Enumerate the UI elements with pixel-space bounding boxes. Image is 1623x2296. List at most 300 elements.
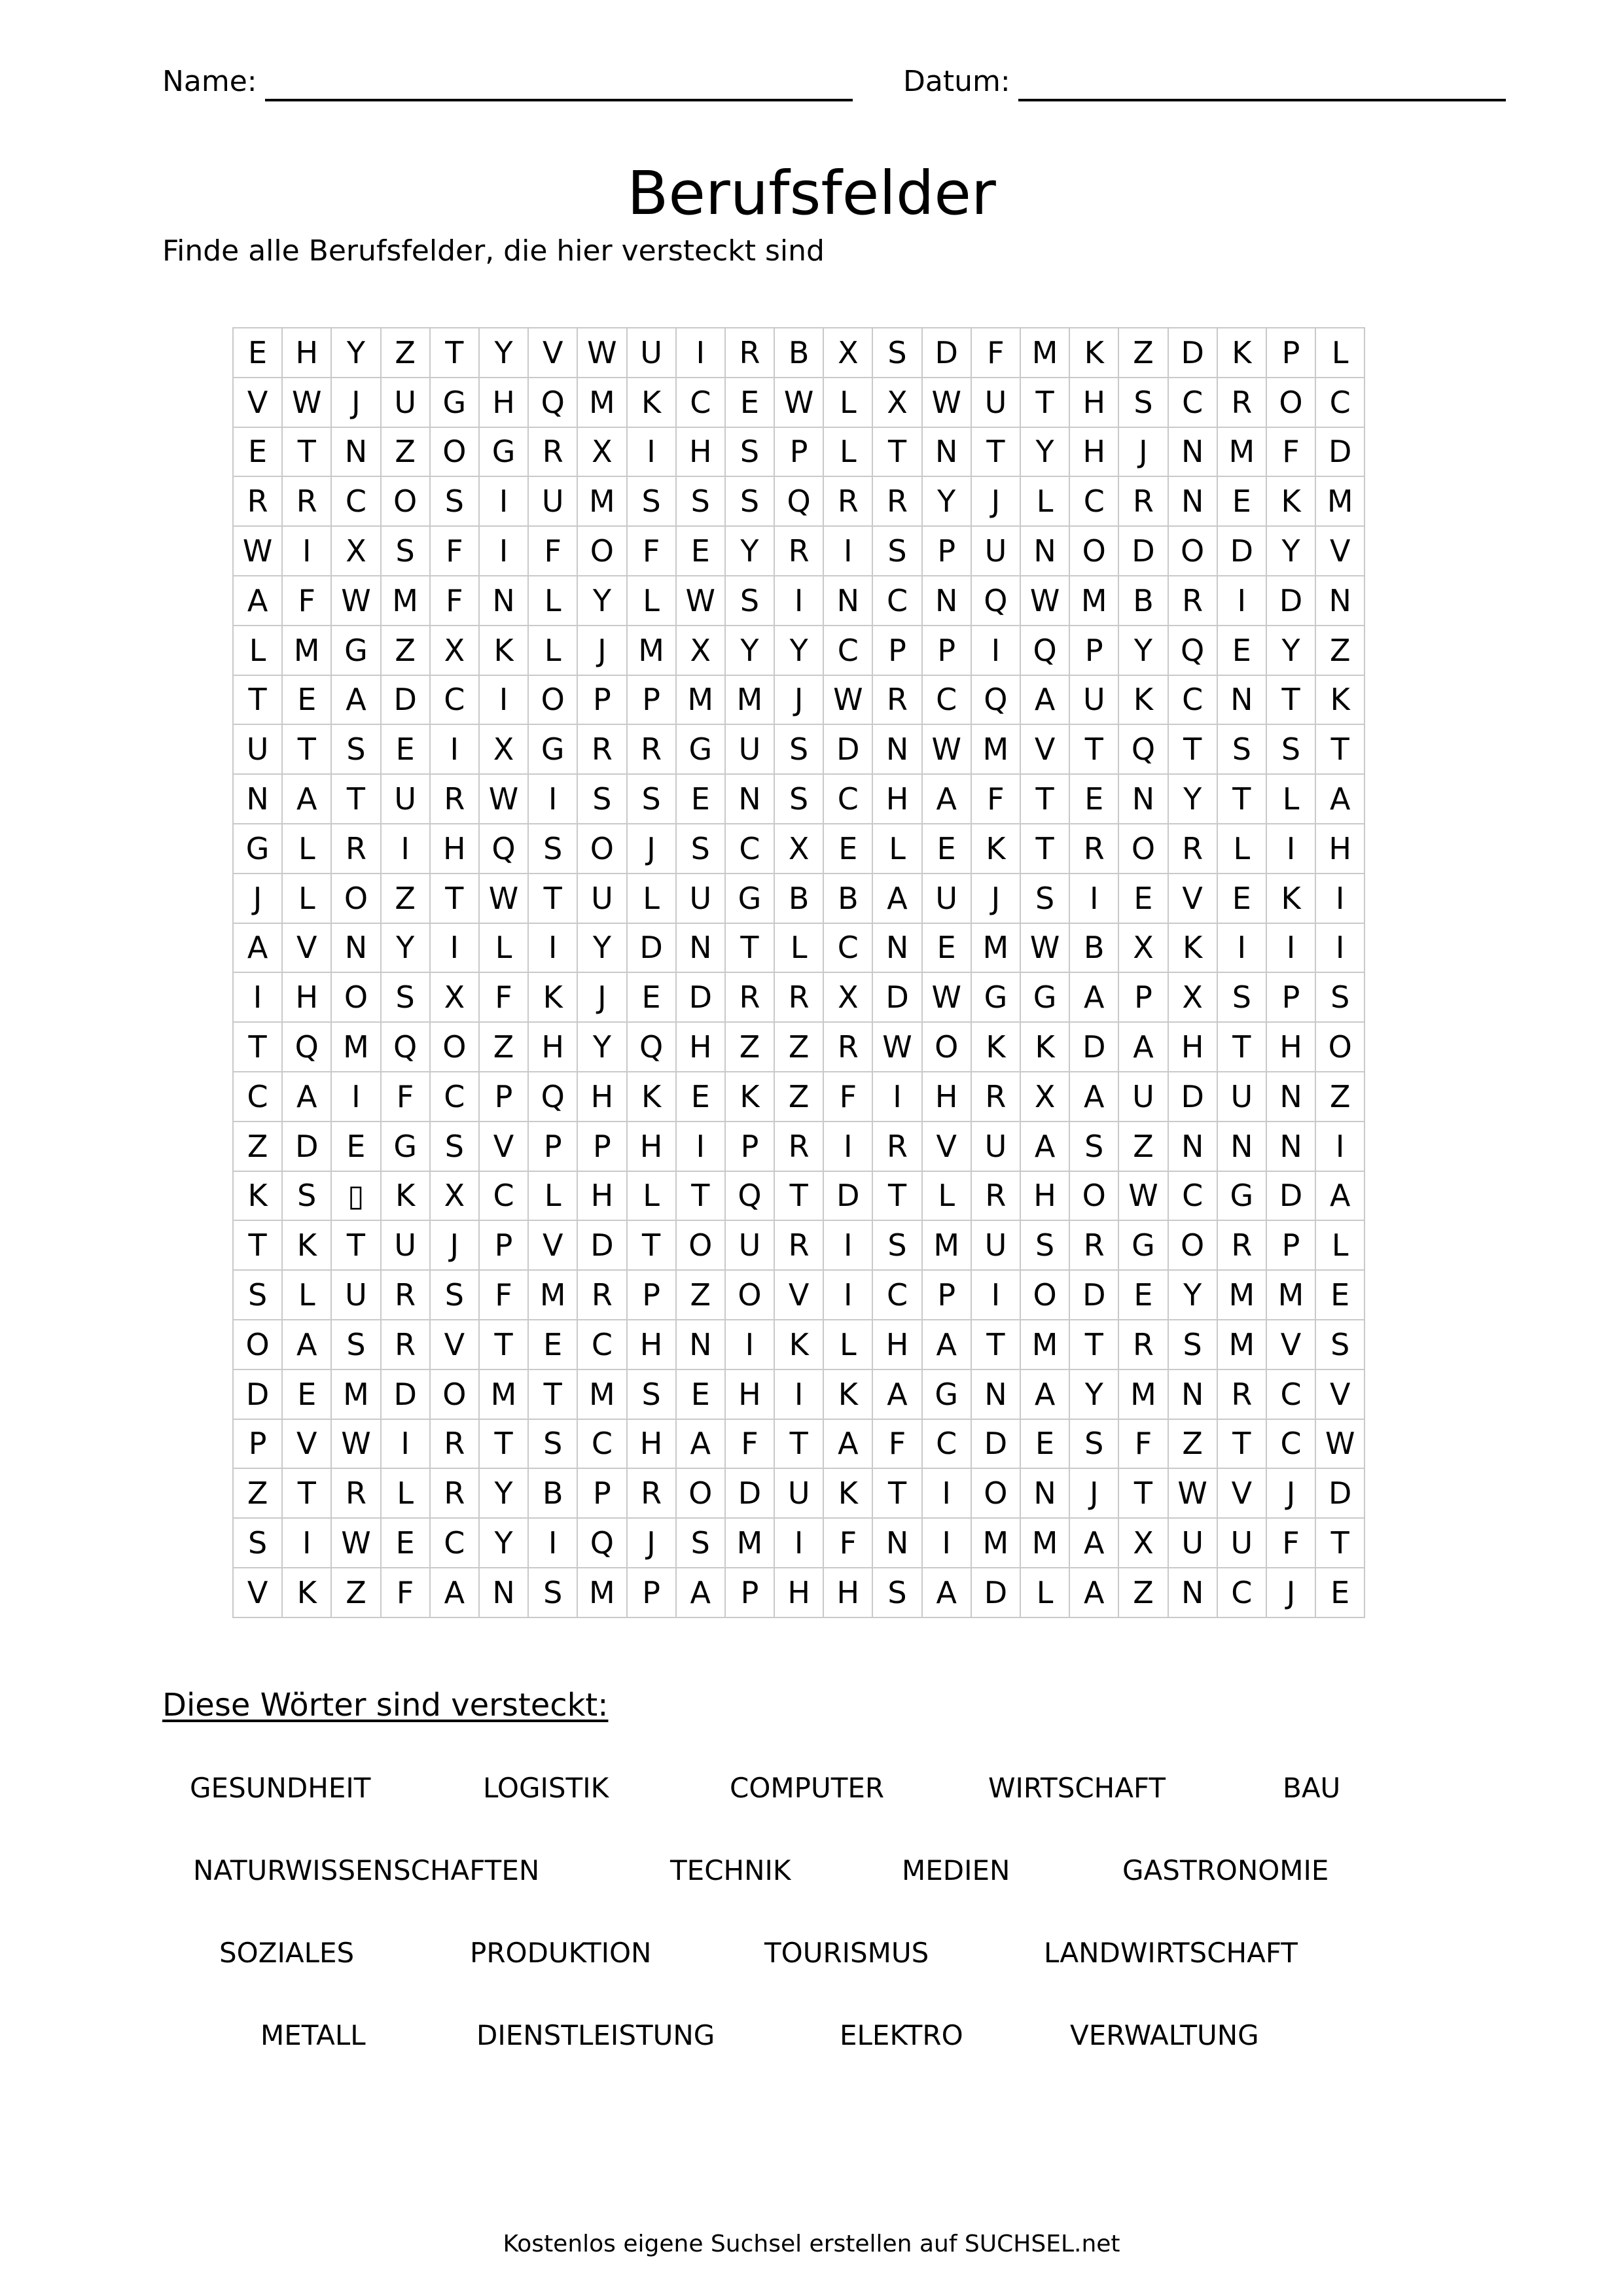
grid-cell[interactable]: O xyxy=(430,1022,479,1072)
grid-cell[interactable]: D xyxy=(577,1220,626,1270)
grid-cell[interactable]: X xyxy=(676,626,725,675)
grid-cell[interactable]: N xyxy=(1020,1468,1069,1518)
grid-cell[interactable]: R xyxy=(725,328,774,378)
grid-cell[interactable]: A xyxy=(922,1568,971,1617)
grid-cell[interactable]: O xyxy=(1168,1220,1217,1270)
grid-cell[interactable]: C xyxy=(1168,1171,1217,1221)
grid-cell[interactable]: U xyxy=(381,1220,430,1270)
name-line[interactable] xyxy=(265,70,853,101)
grid-cell[interactable]: W xyxy=(922,378,971,427)
grid-cell[interactable]: Z xyxy=(774,1022,823,1072)
grid-cell[interactable]: U xyxy=(971,1122,1020,1171)
grid-cell[interactable]: W xyxy=(823,675,872,725)
grid-cell[interactable]: V xyxy=(1020,724,1069,774)
grid-cell[interactable]: A xyxy=(282,1320,331,1369)
grid-cell[interactable]: R xyxy=(1168,576,1217,626)
grid-cell[interactable]: P xyxy=(627,1270,676,1320)
grid-cell[interactable]: M xyxy=(1020,1518,1069,1568)
grid-cell[interactable]: Z xyxy=(381,626,430,675)
grid-cell[interactable]: M xyxy=(676,675,725,725)
grid-cell[interactable]: A xyxy=(233,923,282,973)
grid-cell[interactable]: L xyxy=(627,874,676,923)
grid-cell[interactable]: R xyxy=(1118,1320,1168,1369)
grid-cell[interactable]: I xyxy=(774,1369,823,1419)
grid-cell[interactable]: T xyxy=(528,874,577,923)
grid-cell[interactable]: Q xyxy=(627,1022,676,1072)
grid-cell[interactable]: N xyxy=(479,576,528,626)
grid-cell[interactable]: N xyxy=(1168,1369,1217,1419)
grid-cell[interactable]: B xyxy=(774,874,823,923)
grid-cell[interactable]: F xyxy=(528,526,577,576)
grid-cell[interactable]: T xyxy=(1069,724,1118,774)
grid-cell[interactable]: N xyxy=(1020,526,1069,576)
grid-cell[interactable]: N xyxy=(676,923,725,973)
grid-cell[interactable]: T xyxy=(233,675,282,725)
grid-cell[interactable]: T xyxy=(1020,774,1069,824)
grid-cell[interactable]: T xyxy=(479,1320,528,1369)
grid-cell[interactable]: O xyxy=(381,476,430,526)
grid-cell[interactable]: O xyxy=(1069,1171,1118,1221)
grid-cell[interactable]: Q xyxy=(282,1022,331,1072)
grid-cell[interactable]: T xyxy=(430,874,479,923)
grid-cell[interactable]: N xyxy=(1315,576,1364,626)
grid-cell[interactable]: R xyxy=(1069,824,1118,874)
grid-cell[interactable]: W xyxy=(872,1022,921,1072)
grid-cell[interactable]: O xyxy=(1315,1022,1364,1072)
grid-cell[interactable]: L xyxy=(479,923,528,973)
grid-cell[interactable]: R xyxy=(331,824,380,874)
grid-cell[interactable]: Q xyxy=(725,1171,774,1221)
grid-cell[interactable]: R xyxy=(577,1270,626,1320)
grid-cell[interactable]: K xyxy=(627,378,676,427)
grid-cell[interactable]: V xyxy=(1315,1369,1364,1419)
grid-cell[interactable]: T xyxy=(627,1220,676,1270)
grid-cell[interactable]: M xyxy=(725,1518,774,1568)
grid-cell[interactable]: S xyxy=(528,1419,577,1469)
grid-cell[interactable]: F xyxy=(872,1419,921,1469)
grid-cell[interactable]: W xyxy=(1020,576,1069,626)
grid-cell[interactable]: T xyxy=(725,923,774,973)
grid-cell[interactable]: R xyxy=(282,476,331,526)
grid-cell[interactable]: U xyxy=(971,526,1020,576)
grid-cell[interactable]: N xyxy=(1118,774,1168,824)
grid-cell[interactable]: G xyxy=(528,724,577,774)
grid-cell[interactable]: U xyxy=(1118,1072,1168,1122)
grid-cell[interactable]: S xyxy=(676,476,725,526)
grid-cell[interactable]: P xyxy=(577,675,626,725)
grid-cell[interactable]: T xyxy=(331,774,380,824)
grid-cell[interactable]: B xyxy=(774,328,823,378)
grid-cell[interactable]: E xyxy=(381,1518,430,1568)
grid-cell[interactable]: T xyxy=(282,724,331,774)
grid-cell[interactable]: G xyxy=(479,427,528,477)
grid-cell[interactable]: H xyxy=(627,1419,676,1469)
grid-cell[interactable]: K xyxy=(774,1320,823,1369)
grid-cell[interactable]: I xyxy=(282,526,331,576)
grid-cell[interactable]: M xyxy=(1069,576,1118,626)
grid-cell[interactable]: A xyxy=(282,774,331,824)
grid-cell[interactable]: H xyxy=(577,1171,626,1221)
grid-cell[interactable]: S xyxy=(331,1320,380,1369)
grid-cell[interactable]: S xyxy=(1020,1220,1069,1270)
grid-cell[interactable]: R xyxy=(430,1468,479,1518)
grid-cell[interactable]: I xyxy=(1069,874,1118,923)
grid-cell[interactable]: A xyxy=(1020,1369,1069,1419)
date-line[interactable] xyxy=(1018,70,1506,101)
grid-cell[interactable]: D xyxy=(233,1369,282,1419)
grid-cell[interactable]: A xyxy=(1020,675,1069,725)
grid-cell[interactable]: N xyxy=(1168,1122,1217,1171)
grid-cell[interactable]: M xyxy=(922,1220,971,1270)
grid-cell[interactable]: S xyxy=(774,774,823,824)
grid-cell[interactable]: S xyxy=(872,1220,921,1270)
grid-cell[interactable]: K xyxy=(971,824,1020,874)
grid-cell[interactable]: V xyxy=(1315,526,1364,576)
grid-cell[interactable]: S xyxy=(872,328,921,378)
grid-cell[interactable]: H xyxy=(676,1022,725,1072)
grid-cell[interactable]: S xyxy=(774,724,823,774)
grid-cell[interactable]: A xyxy=(1020,1122,1069,1171)
grid-cell[interactable]: Z xyxy=(1168,1419,1217,1469)
grid-cell[interactable]: N xyxy=(725,774,774,824)
grid-cell[interactable]: R xyxy=(823,476,872,526)
grid-cell[interactable]: Z xyxy=(381,328,430,378)
grid-cell[interactable]: X xyxy=(1118,1518,1168,1568)
grid-cell[interactable]: E xyxy=(233,328,282,378)
grid-cell[interactable]: B xyxy=(823,874,872,923)
grid-cell[interactable]: G xyxy=(430,378,479,427)
grid-cell[interactable]: D xyxy=(1118,526,1168,576)
grid-cell[interactable]: L xyxy=(922,1171,971,1221)
grid-cell[interactable]: P xyxy=(872,626,921,675)
grid-cell[interactable]: E xyxy=(1315,1568,1364,1617)
grid-cell[interactable]: I xyxy=(430,724,479,774)
grid-cell[interactable]: T xyxy=(282,1468,331,1518)
grid-cell[interactable]: Y xyxy=(1020,427,1069,477)
grid-cell[interactable]: M xyxy=(971,923,1020,973)
grid-cell[interactable]: S xyxy=(676,824,725,874)
grid-cell[interactable]: T xyxy=(872,1468,921,1518)
grid-cell[interactable]: N xyxy=(1266,1072,1315,1122)
grid-cell[interactable]: U xyxy=(1217,1518,1266,1568)
grid-cell[interactable]: O xyxy=(430,427,479,477)
grid-cell[interactable]: R xyxy=(1217,1220,1266,1270)
grid-cell[interactable]: R xyxy=(774,526,823,576)
grid-cell[interactable]: C xyxy=(676,378,725,427)
grid-cell[interactable]: K xyxy=(627,1072,676,1122)
grid-cell[interactable]: F xyxy=(1266,427,1315,477)
grid-cell[interactable]: M xyxy=(1315,476,1364,526)
grid-cell[interactable]: Z xyxy=(479,1022,528,1072)
grid-cell[interactable]: V xyxy=(922,1122,971,1171)
grid-cell[interactable]: R xyxy=(430,774,479,824)
grid-cell[interactable]: A xyxy=(1315,1171,1364,1221)
grid-cell[interactable]: F xyxy=(381,1568,430,1617)
grid-cell[interactable]: J xyxy=(1069,1468,1118,1518)
grid-cell[interactable]: Y xyxy=(725,626,774,675)
grid-cell[interactable]: S xyxy=(1020,874,1069,923)
grid-cell[interactable]: A xyxy=(872,874,921,923)
grid-cell[interactable]: N xyxy=(331,923,380,973)
grid-cell[interactable]: I xyxy=(528,1518,577,1568)
grid-cell[interactable]: Q xyxy=(774,476,823,526)
grid-cell[interactable]: P xyxy=(774,427,823,477)
grid-cell[interactable]: C xyxy=(1217,1568,1266,1617)
grid-cell[interactable]: H xyxy=(872,774,921,824)
grid-cell[interactable]: M xyxy=(627,626,676,675)
grid-cell[interactable]: S xyxy=(676,1518,725,1568)
grid-cell[interactable]: L xyxy=(282,824,331,874)
grid-cell[interactable]: I xyxy=(823,1270,872,1320)
grid-cell[interactable]: F xyxy=(971,774,1020,824)
grid-cell[interactable]: T xyxy=(331,1220,380,1270)
grid-cell[interactable]: O xyxy=(922,1022,971,1072)
grid-cell[interactable]: N xyxy=(823,576,872,626)
grid-cell[interactable]: I xyxy=(774,576,823,626)
grid-cell[interactable]: U xyxy=(1069,675,1118,725)
grid-cell[interactable]: A xyxy=(676,1568,725,1617)
grid-cell[interactable]: I xyxy=(381,824,430,874)
grid-cell[interactable]: H xyxy=(872,1320,921,1369)
grid-cell[interactable]: Y xyxy=(1118,626,1168,675)
grid-cell[interactable]: I xyxy=(922,1518,971,1568)
grid-cell[interactable]: W xyxy=(331,1518,380,1568)
grid-cell[interactable]: Y xyxy=(331,328,380,378)
grid-cell[interactable]: Z xyxy=(1315,1072,1364,1122)
grid-cell[interactable]: M xyxy=(577,1568,626,1617)
grid-cell[interactable]: D xyxy=(1315,427,1364,477)
grid-cell[interactable]: E xyxy=(676,774,725,824)
grid-cell[interactable]: E xyxy=(233,427,282,477)
grid-cell[interactable]: T xyxy=(233,1220,282,1270)
grid-cell[interactable]: I xyxy=(1217,923,1266,973)
grid-cell[interactable]: V xyxy=(528,328,577,378)
grid-cell[interactable]: W xyxy=(479,774,528,824)
grid-cell[interactable]: Q xyxy=(971,675,1020,725)
grid-cell[interactable]: I xyxy=(971,1270,1020,1320)
grid-cell[interactable]: Y xyxy=(577,576,626,626)
grid-cell[interactable]: R xyxy=(774,1122,823,1171)
grid-cell[interactable]: C xyxy=(725,824,774,874)
grid-cell[interactable]: Z xyxy=(233,1122,282,1171)
grid-cell[interactable]: P xyxy=(725,1568,774,1617)
grid-cell[interactable]: H xyxy=(1069,427,1118,477)
grid-cell[interactable]: I xyxy=(430,923,479,973)
grid-cell[interactable]: P xyxy=(1069,626,1118,675)
grid-cell[interactable]: C xyxy=(823,923,872,973)
grid-cell[interactable]: X xyxy=(577,427,626,477)
grid-cell[interactable]: I xyxy=(676,328,725,378)
grid-cell[interactable]: L xyxy=(233,626,282,675)
grid-cell[interactable]: A xyxy=(1069,972,1118,1022)
grid-cell[interactable]: T xyxy=(872,427,921,477)
grid-cell[interactable]: C xyxy=(577,1419,626,1469)
grid-cell[interactable]: G xyxy=(676,724,725,774)
grid-cell[interactable]: J xyxy=(971,476,1020,526)
grid-cell[interactable]: P xyxy=(1118,972,1168,1022)
grid-cell[interactable]: D xyxy=(1168,1072,1217,1122)
grid-cell[interactable]: I xyxy=(381,1419,430,1469)
grid-cell[interactable]: V xyxy=(774,1270,823,1320)
grid-cell[interactable]: W xyxy=(676,576,725,626)
grid-cell[interactable]: U xyxy=(971,1220,1020,1270)
grid-cell[interactable]: A xyxy=(922,774,971,824)
grid-cell[interactable]: S xyxy=(331,724,380,774)
grid-cell[interactable]: H xyxy=(627,1320,676,1369)
grid-cell[interactable]: D xyxy=(922,328,971,378)
grid-cell[interactable]: I xyxy=(872,1072,921,1122)
grid-cell[interactable]: P xyxy=(577,1122,626,1171)
grid-cell[interactable]: I xyxy=(479,476,528,526)
grid-cell[interactable]: M xyxy=(528,1270,577,1320)
grid-cell[interactable]: L xyxy=(1020,476,1069,526)
grid-cell[interactable]: R xyxy=(774,1220,823,1270)
grid-cell[interactable]: A xyxy=(1315,774,1364,824)
grid-cell[interactable]: Y xyxy=(1168,1270,1217,1320)
grid-cell[interactable]: R xyxy=(381,1320,430,1369)
grid-cell[interactable]: N xyxy=(1266,1122,1315,1171)
grid-cell[interactable]: M xyxy=(725,675,774,725)
grid-cell[interactable]: S xyxy=(627,774,676,824)
grid-cell[interactable]: D xyxy=(381,1369,430,1419)
grid-cell[interactable]: F xyxy=(725,1419,774,1469)
grid-cell[interactable]: S xyxy=(233,1518,282,1568)
grid-cell[interactable]: L xyxy=(1315,328,1364,378)
grid-cell[interactable]: N xyxy=(1168,476,1217,526)
grid-cell[interactable]: P xyxy=(479,1072,528,1122)
grid-cell[interactable]: C xyxy=(922,675,971,725)
grid-cell[interactable]: K xyxy=(971,1022,1020,1072)
grid-cell[interactable]: O xyxy=(971,1468,1020,1518)
grid-cell[interactable]: V xyxy=(233,378,282,427)
grid-cell[interactable]: G xyxy=(971,972,1020,1022)
grid-cell[interactable]: H xyxy=(922,1072,971,1122)
grid-cell[interactable]: T xyxy=(872,1171,921,1221)
grid-cell[interactable]: L xyxy=(282,1270,331,1320)
grid-cell[interactable]: H xyxy=(528,1022,577,1072)
grid-cell[interactable]: O xyxy=(577,824,626,874)
grid-cell[interactable]: D xyxy=(627,923,676,973)
grid-cell[interactable]: L xyxy=(1266,774,1315,824)
grid-cell[interactable]: S xyxy=(430,1122,479,1171)
grid-cell[interactable]: V xyxy=(430,1320,479,1369)
grid-cell[interactable]: G xyxy=(331,626,380,675)
grid-cell[interactable]: T xyxy=(971,427,1020,477)
grid-cell[interactable]: M xyxy=(971,724,1020,774)
grid-cell[interactable]: X xyxy=(1020,1072,1069,1122)
grid-cell[interactable]: H xyxy=(725,1369,774,1419)
grid-cell[interactable]: M xyxy=(282,626,331,675)
grid-cell[interactable]: C xyxy=(430,1072,479,1122)
grid-cell[interactable]: E xyxy=(1118,1270,1168,1320)
grid-cell[interactable]: E xyxy=(381,724,430,774)
grid-cell[interactable]: N xyxy=(1168,1568,1217,1617)
grid-cell[interactable]: X xyxy=(430,626,479,675)
grid-cell[interactable]: S xyxy=(725,427,774,477)
grid-cell[interactable]: R xyxy=(823,1022,872,1072)
grid-cell[interactable]: F xyxy=(430,526,479,576)
grid-cell[interactable]: M xyxy=(331,1022,380,1072)
grid-cell[interactable]: Y xyxy=(1266,526,1315,576)
grid-cell[interactable]: O xyxy=(676,1220,725,1270)
grid-cell[interactable]: M xyxy=(1217,427,1266,477)
grid-cell[interactable]: U xyxy=(577,874,626,923)
grid-cell[interactable]: S xyxy=(1217,724,1266,774)
grid-cell[interactable]: R xyxy=(381,1270,430,1320)
grid-cell[interactable]: E xyxy=(1217,476,1266,526)
grid-cell[interactable]: F xyxy=(479,972,528,1022)
grid-cell[interactable]: Z xyxy=(725,1022,774,1072)
grid-cell[interactable]: R xyxy=(725,972,774,1022)
grid-cell[interactable]: A xyxy=(1069,1568,1118,1617)
grid-cell[interactable]: M xyxy=(381,576,430,626)
grid-cell[interactable]: A xyxy=(823,1419,872,1469)
grid-cell[interactable]: I xyxy=(1217,576,1266,626)
grid-cell[interactable]: N xyxy=(331,427,380,477)
name-field[interactable] xyxy=(162,62,853,101)
grid-cell[interactable]: J xyxy=(233,874,282,923)
grid-cell[interactable]: M xyxy=(1217,1270,1266,1320)
grid-cell[interactable]: L xyxy=(774,923,823,973)
grid-cell[interactable]: N xyxy=(872,724,921,774)
grid-cell[interactable]: S xyxy=(430,476,479,526)
grid-cell[interactable]: E xyxy=(1217,626,1266,675)
grid-cell[interactable]: K xyxy=(479,626,528,675)
grid-cell[interactable]: M xyxy=(331,1369,380,1419)
grid-cell[interactable]: R xyxy=(872,476,921,526)
grid-cell[interactable]: G xyxy=(1020,972,1069,1022)
grid-cell[interactable]: R xyxy=(528,427,577,477)
grid-cell[interactable]: M xyxy=(577,1369,626,1419)
grid-cell[interactable]: K xyxy=(282,1568,331,1617)
grid-cell[interactable]: S xyxy=(627,476,676,526)
grid-cell[interactable]: U xyxy=(627,328,676,378)
grid-cell[interactable]: H xyxy=(479,378,528,427)
grid-cell[interactable]: S xyxy=(1118,378,1168,427)
grid-cell[interactable]: M xyxy=(1020,328,1069,378)
grid-cell[interactable]: H xyxy=(1168,1022,1217,1072)
grid-cell[interactable]: M xyxy=(577,378,626,427)
grid-cell[interactable]: L xyxy=(528,1171,577,1221)
grid-cell[interactable]: L xyxy=(528,626,577,675)
grid-cell[interactable]: W xyxy=(577,328,626,378)
grid-cell[interactable]: R xyxy=(627,724,676,774)
grid-cell[interactable]: N xyxy=(1217,1122,1266,1171)
grid-cell[interactable]: U xyxy=(381,378,430,427)
grid-cell[interactable]: I xyxy=(331,1072,380,1122)
grid-cell[interactable]: L xyxy=(872,824,921,874)
grid-cell[interactable]: I xyxy=(1315,874,1364,923)
grid-cell[interactable]: Y xyxy=(577,923,626,973)
grid-cell[interactable]: R xyxy=(971,1072,1020,1122)
grid-cell[interactable]: Z xyxy=(676,1270,725,1320)
grid-cell[interactable]: O xyxy=(233,1320,282,1369)
grid-cell[interactable]: L xyxy=(823,427,872,477)
grid-cell[interactable]: P xyxy=(528,1122,577,1171)
grid-cell[interactable]: N xyxy=(971,1369,1020,1419)
grid-cell[interactable]: F xyxy=(971,328,1020,378)
grid-cell[interactable]: T xyxy=(1069,1320,1118,1369)
grid-cell[interactable]: E xyxy=(922,923,971,973)
grid-cell[interactable]: Q xyxy=(1118,724,1168,774)
grid-cell[interactable]: C xyxy=(872,576,921,626)
grid-cell[interactable]: F xyxy=(430,576,479,626)
grid-cell[interactable]: P xyxy=(922,626,971,675)
grid-cell[interactable]: C xyxy=(430,1518,479,1568)
grid-cell[interactable]: D xyxy=(1266,576,1315,626)
grid-cell[interactable]: P xyxy=(922,1270,971,1320)
grid-cell[interactable]: K xyxy=(1020,1022,1069,1072)
